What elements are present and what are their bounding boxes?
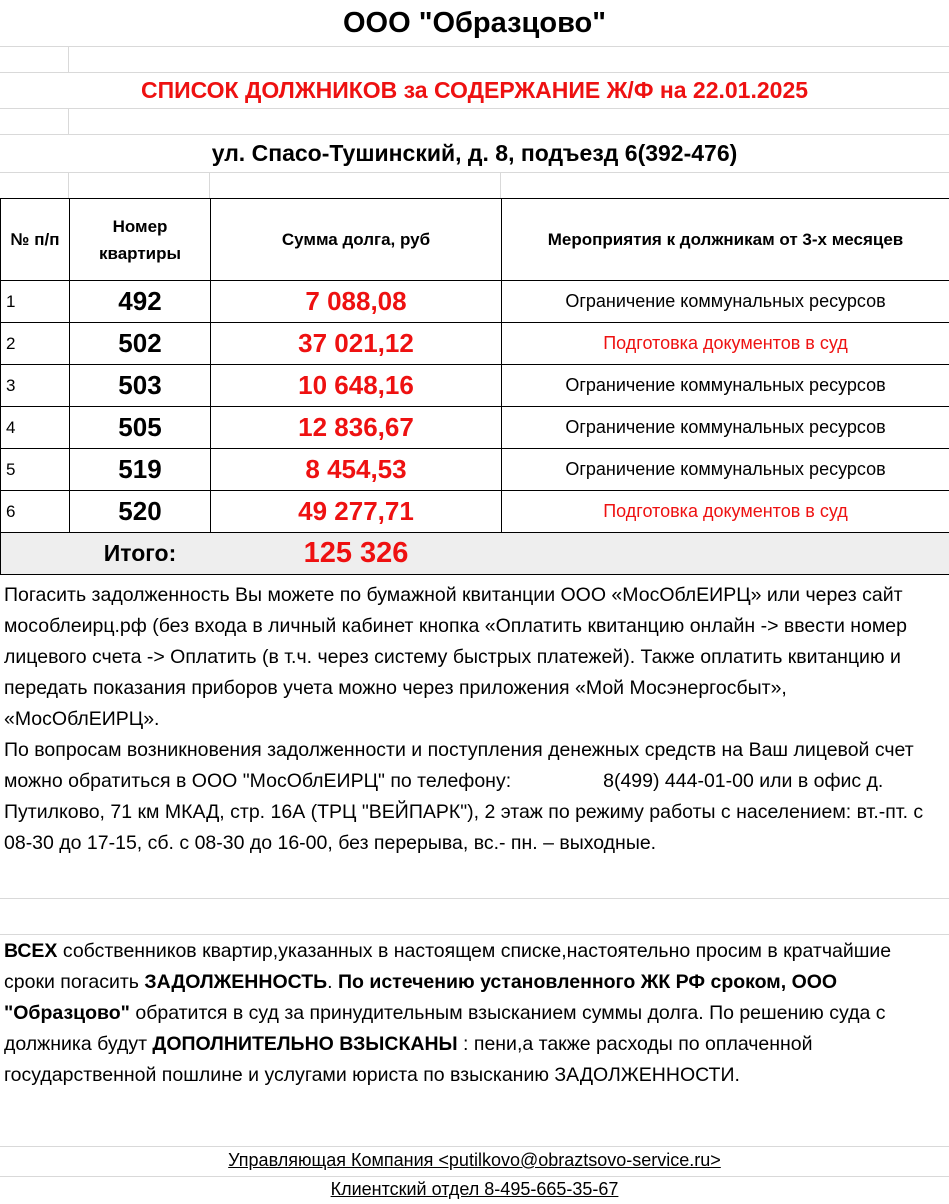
gridline: [68, 46, 69, 72]
debt-measure: Подготовка документов в суд: [502, 323, 949, 365]
column-header-number: № п/п: [1, 199, 70, 281]
contact-office-text: или в офис д. Путилково, 71 км МКАД, стр. 16А (ТРЦ "ВЕЙПАРК"), 2 этаж по режиму работы с населением: вт.-пт. с 08-30 до 17-15, сб. с 08-30 до 16-00, без перерыва, вс.- пн. – выходные.: [4, 770, 924, 854]
warning-bold-all: ВСЕХ: [4, 940, 58, 962]
gridline: [0, 934, 949, 935]
warning-notice: [4, 936, 944, 1091]
debt-amount: 12 836,67: [211, 407, 502, 449]
gridline: [500, 172, 501, 198]
gridline: [0, 108, 949, 109]
row-number: 3: [1, 365, 70, 407]
management-company-contact[interactable]: Управляющая Компания <putilkovo@obraztsovo-service.ru>: [228, 1150, 721, 1170]
column-header-measures: Мероприятия к должникам от 3-х месяцев: [502, 199, 949, 281]
apartment-number: 492: [70, 281, 211, 323]
total-row: [1, 533, 949, 575]
warning-bold-additional: ДОПОЛНИТЕЛЬНО ВЗЫСКАНЫ: [152, 1033, 458, 1055]
row-number: 1: [1, 281, 70, 323]
apartment-number: 505: [70, 407, 211, 449]
table-row: [1, 323, 949, 365]
gridline: [0, 898, 949, 899]
warning-text: обратится в суд за принудительным взысканием суммы долга. По решению суда с должника будут: [4, 1002, 886, 1055]
row-number: 6: [1, 491, 70, 533]
apartment-number: 502: [70, 323, 211, 365]
payment-info: [4, 580, 944, 859]
apartment-number: 503: [70, 365, 211, 407]
debt-amount: 7 088,08: [211, 281, 502, 323]
contact-info-text: По вопросам возникновения задолженности и поступления денежных средств на Ваш лицевой счет можно обратиться в ООО "МосОблЕИРЦ" по телефону:: [4, 739, 914, 792]
debtors-list-title: СПИСОК ДОЛЖНИКОВ за СОДЕРЖАНИЕ Ж/Ф на 22.01.2025: [140, 76, 809, 103]
gridline: [0, 1146, 949, 1147]
warning-text: : пени,а также расходы по оплаченной государственной пошлине и услугами юриста по взысканию ЗАДОЛЖЕННОСТИ.: [4, 1033, 813, 1086]
warning-bold-deadline: По истечению установленного ЖК РФ сроком, ООО "Образцово": [4, 971, 838, 1024]
warning-bold-debt: ЗАДОЛЖЕННОСТЬ: [144, 971, 328, 993]
gridline: [68, 108, 69, 134]
debt-amount: 37 021,12: [211, 323, 502, 365]
contact-phone: 8(499) 444-01-00: [603, 770, 754, 792]
debt-amount: 49 277,71: [211, 491, 502, 533]
debtors-table: [0, 198, 949, 575]
row-number: 2: [1, 323, 70, 365]
debt-measure: Ограничение коммунальных ресурсов: [502, 281, 949, 323]
table-row: [1, 281, 949, 323]
debt-amount: 10 648,16: [211, 365, 502, 407]
table-row: [1, 365, 949, 407]
debt-measure: Подготовка документов в суд: [502, 491, 949, 533]
debt-measure: Ограничение коммунальных ресурсов: [502, 449, 949, 491]
row-number: 5: [1, 449, 70, 491]
debt-amount: 8 454,53: [211, 449, 502, 491]
gridline: [68, 172, 69, 198]
table-row: [1, 407, 949, 449]
table-row: [1, 449, 949, 491]
row-number: 4: [1, 407, 70, 449]
total-label: Итого:: [70, 533, 211, 575]
debt-measure: Ограничение коммунальных ресурсов: [502, 365, 949, 407]
warning-text: собственников квартир,указанных в настоящем списке,настоятельно просим в кратчайшие сроки погасить: [4, 940, 892, 993]
table-row: [1, 491, 949, 533]
table-header-row: [1, 199, 949, 281]
company-title: ООО "Образцово": [342, 6, 606, 39]
gridline: [0, 1176, 949, 1177]
column-header-apartment: Номер квартиры: [70, 199, 211, 281]
gridline: [0, 172, 949, 173]
gridline: [209, 172, 210, 198]
apartment-number: 519: [70, 449, 211, 491]
contact-info-paragraph: [4, 735, 944, 859]
total-value: 125 326: [211, 533, 502, 575]
warning-text: .: [327, 971, 338, 993]
debt-measure: Ограничение коммунальных ресурсов: [502, 407, 949, 449]
client-department-phone: Клиентский отдел 8-495-665-35-67: [330, 1179, 619, 1199]
gridline: [0, 46, 949, 47]
column-header-amount: Сумма долга, руб: [211, 199, 502, 281]
address-line: ул. Спасо-Тушинский, д. 8, подъезд 6(392-476): [211, 139, 738, 166]
payment-info-paragraph: Погасить задолженность Вы можете по бумажной квитанции ООО «МосОблЕИРЦ» или через сайт мособлеирц.рф (без входа в личный кабинет кнопка «Оплатить квитанцию онлайн -> ввести номер лицевого счета -> Оплатить (в т.ч. через систему быстрых платежей). Также оплатить квитанцию и передать показания приборов учета можно через приложения «Мой Мосэнергосбыт», «МосОблЕИРЦ».: [4, 584, 907, 730]
apartment-number: 520: [70, 491, 211, 533]
